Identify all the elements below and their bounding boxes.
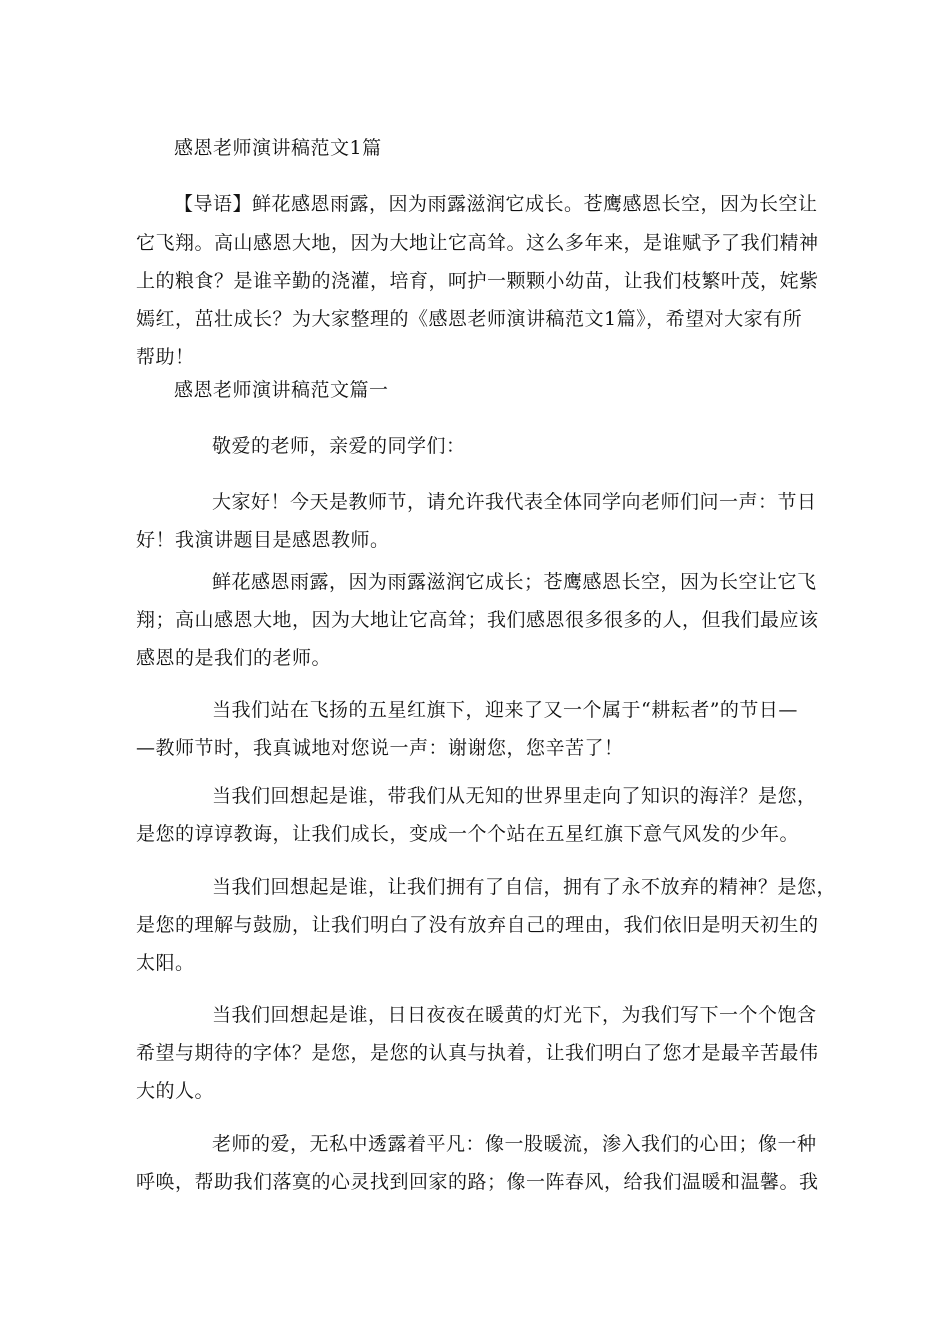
paragraph-line: 感恩的是我们的老师。 <box>136 647 332 669</box>
paragraph-line: 是您的谆谆教诲，让我们成长，变成一个个站在五星红旗下意气风发的少年。 <box>136 823 800 845</box>
paragraph-line: 是您的理解与鼓励，让我们明白了没有放弃自己的理由，我们依旧是明天初生的 <box>136 914 819 936</box>
paragraph-line: 敬爱的老师，亲爱的同学们： <box>212 435 466 457</box>
paragraph-line: 当我们回想起是谁，日日夜夜在暖黄的灯光下，为我们写下一个个饱含 <box>212 1004 817 1026</box>
paragraph-line: 老师的爱，无私中透露着平凡：像一股暖流，渗入我们的心田；像一种 <box>212 1133 817 1155</box>
paragraph-line: 大家好！今天是教师节，请允许我代表全体同学向老师们问一声：节日 <box>212 491 817 513</box>
paragraph-line: —教师节时，我真诚地对您说一声：谢谢您，您辛苦了！ <box>136 737 624 759</box>
paragraph-line: 大的人。 <box>136 1080 215 1102</box>
paragraph-line: 好！我演讲题目是感恩教师。 <box>136 529 390 551</box>
paragraph-line: 翔；高山感恩大地，因为大地让它高耸；我们感恩很多很多的人，但我们最应该 <box>136 609 819 631</box>
intro-line: 嫣红，茁壮成长？为大家整理的《感恩老师演讲稿范文1篇》，希望对大家有所 <box>136 308 803 330</box>
document-title: 感恩老师演讲稿范文1篇 <box>174 137 382 159</box>
paragraph-line: 鲜花感恩雨露，因为雨露滋润它成长；苍鹰感恩长空，因为长空让它飞 <box>212 571 817 593</box>
paragraph-line: 呼唤，帮助我们落寞的心灵找到回家的路；像一阵春风，给我们温暖和温馨。我 <box>136 1171 819 1193</box>
paragraph-line: 当我们站在飞扬的五星红旗下，迎来了又一个属于“耕耘者”的节日— <box>212 699 798 721</box>
paragraph-line: 当我们回想起是谁，带我们从无知的世界里走向了知识的海洋？是您， <box>212 785 817 807</box>
paragraph-line: 太阳。 <box>136 952 195 974</box>
intro-line: 上的粮食？是谁辛勤的浇灌，培育，呵护一颗颗小幼苗，让我们枝繁叶茂，姹紫 <box>136 270 819 292</box>
intro-line: 【导语】鲜花感恩雨露，因为雨露滋润它成长。苍鹰感恩长空，因为长空让 <box>174 193 818 215</box>
section-title: 感恩老师演讲稿范文篇一 <box>174 379 389 401</box>
intro-line: 它飞翔。高山感恩大地，因为大地让它高耸。这么多年来，是谁赋予了我们精神 <box>136 232 819 254</box>
paragraph-line: 当我们回想起是谁，让我们拥有了自信，拥有了永不放弃的精神？是您， <box>212 876 837 898</box>
intro-line: 帮助！ <box>136 346 195 368</box>
paragraph-line: 希望与期待的字体？是您，是您的认真与执着，让我们明白了您才是最辛苦最伟 <box>136 1042 819 1064</box>
